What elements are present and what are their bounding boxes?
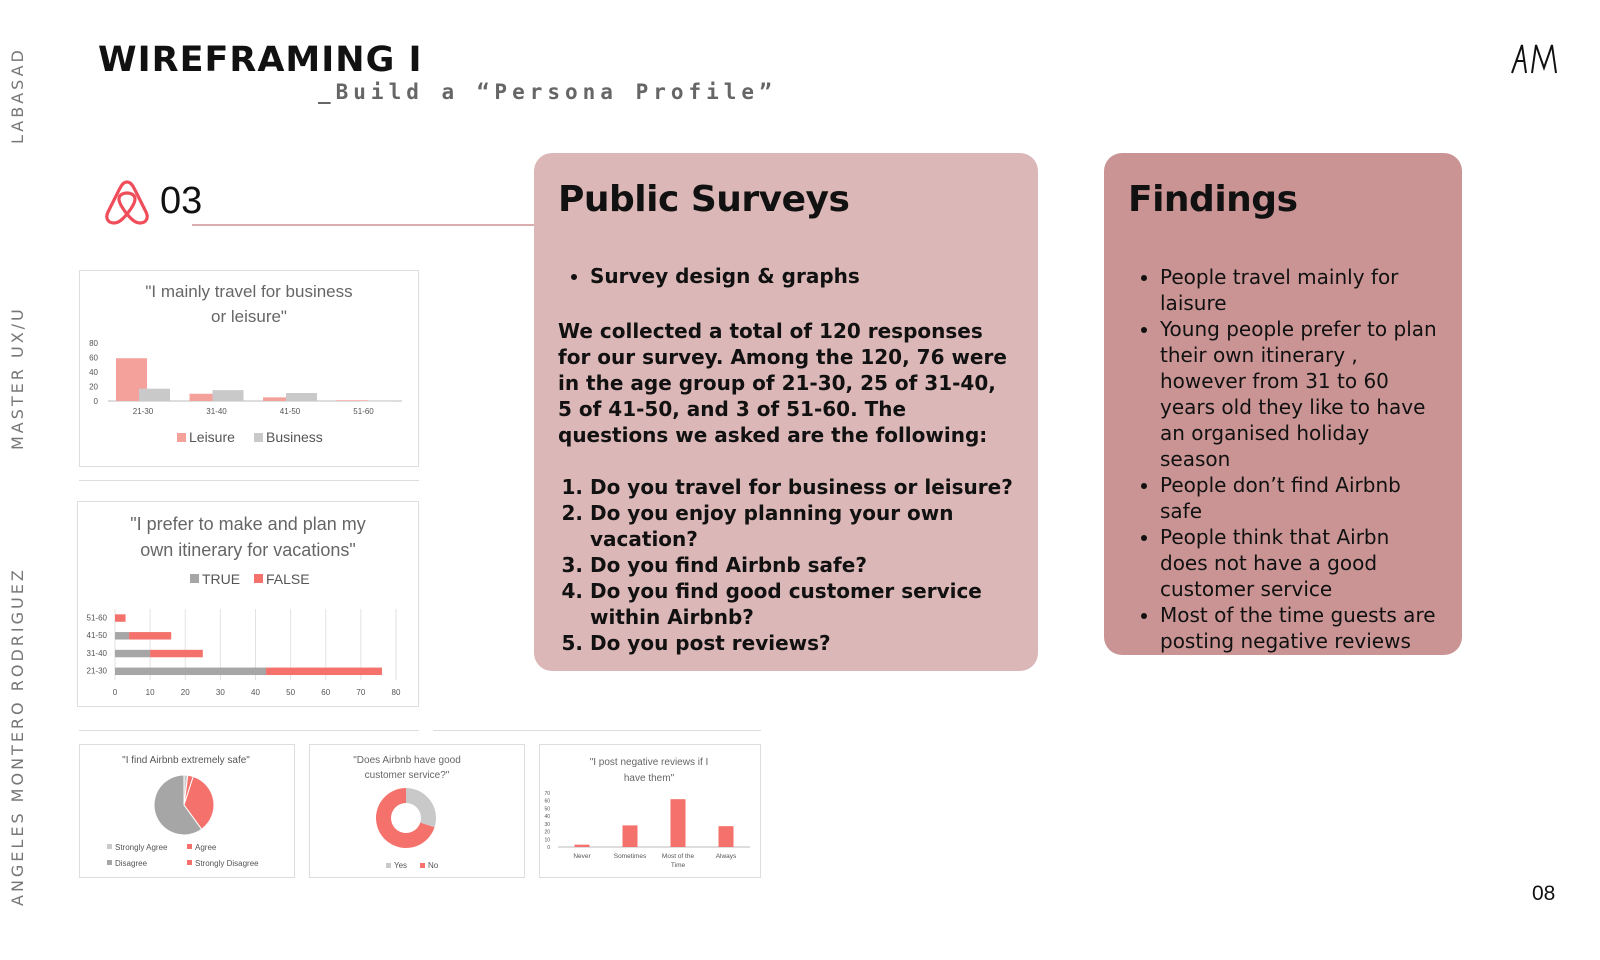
x-tick-label: 51-60	[353, 407, 374, 416]
y-tick-label: 10	[544, 837, 550, 844]
bar	[671, 799, 686, 847]
side-label-school: LABASAD	[8, 47, 27, 144]
y-tick-label: 80	[89, 339, 98, 348]
legend-label: Strongly Agree	[115, 843, 168, 852]
y-tick-label: 60	[89, 353, 98, 363]
legend-swatch	[420, 863, 425, 868]
x-tick-label: 31-40	[206, 407, 227, 416]
y-tick-label: 41-50	[86, 631, 107, 641]
legend-swatch	[177, 433, 186, 442]
chart-title: own itinerary for vacations"	[140, 540, 356, 560]
chart-title: or leisure"	[211, 307, 287, 326]
side-label-author: ANGELES MONTERO RODRIGUEZ	[8, 567, 27, 906]
x-tick-label: 70	[356, 688, 366, 697]
chart-title: "I find Airbnb extremely safe"	[122, 755, 250, 766]
section-number: 03	[160, 180, 203, 222]
am-monogram-logo	[1510, 44, 1560, 74]
x-tick-label: Time	[670, 862, 686, 869]
divider-line	[433, 730, 761, 731]
donut-hole	[391, 803, 421, 833]
chart-safety	[79, 744, 295, 878]
x-tick-label: 60	[321, 688, 331, 697]
findings-heading: Findings	[1128, 179, 1298, 220]
x-tick-label: Most of the	[661, 853, 695, 860]
legend-label: TRUE	[202, 571, 241, 587]
y-tick-label: 21-30	[86, 666, 107, 676]
bar	[115, 632, 129, 639]
section-divider	[192, 224, 577, 226]
legend-swatch	[254, 433, 263, 442]
surveys-bullet: • Survey design & graphs	[590, 264, 1014, 288]
airbnb-logo-icon	[104, 178, 150, 226]
chart-title: "I mainly travel for business	[145, 282, 353, 301]
x-tick-label: 41-50	[279, 407, 301, 416]
public-surveys-card	[534, 153, 1038, 671]
chart-safety-svg	[80, 745, 294, 877]
y-tick-label: 51-60	[86, 613, 107, 623]
y-tick-label: 70	[544, 791, 550, 797]
finding-item: • People travel mainly for laisure	[1160, 264, 1438, 316]
bar	[286, 393, 317, 401]
survey-questions	[558, 474, 1014, 656]
bar	[360, 401, 391, 402]
x-tick-label: Sometimes	[613, 853, 647, 860]
legend-label: Strongly Disagree	[195, 859, 259, 868]
y-tick-label: 0	[93, 397, 98, 406]
divider-line	[79, 480, 419, 481]
surveys-bullet-list	[558, 264, 1014, 288]
y-tick-label: 40	[544, 814, 550, 821]
bar	[266, 668, 382, 675]
x-tick-label: 0	[112, 688, 118, 697]
chart-negative-reviews	[539, 744, 761, 878]
chart-title: customer service?"	[364, 770, 450, 781]
chart-title: "Does Airbnb have good	[353, 755, 461, 766]
finding-item: • People think that Airbn does not have a good customer service	[1160, 524, 1438, 602]
bar	[337, 400, 368, 401]
y-tick-label: 20	[544, 829, 550, 836]
legend-swatch	[107, 860, 112, 865]
bar	[719, 826, 734, 847]
legend-label: FALSE	[266, 571, 310, 587]
legend-label: Agree	[195, 843, 217, 852]
bar	[150, 650, 203, 657]
divider-line	[79, 730, 419, 731]
bar	[115, 614, 126, 621]
y-tick-label: 60	[544, 798, 550, 805]
x-tick-label: 50	[286, 688, 296, 697]
survey-question: 3. Do you find Airbnb safe?	[590, 552, 1014, 578]
bar	[575, 845, 590, 847]
finding-item: • Most of the time guests are posting negative reviews	[1160, 602, 1438, 654]
chart-own-itinerary-svg	[78, 502, 418, 706]
x-tick-label: 40	[251, 688, 260, 697]
y-tick-label: 20	[89, 382, 98, 392]
page-title: WIREFRAMING I	[98, 40, 423, 80]
x-tick-label: 21-30	[132, 407, 154, 416]
surveys-intro: We collected a total of 120 responses for our survey. Among the 120, 76 were in the age group of 21-30, 25 of 31-40, 5 of 41-50, and 3 of 51-60. The questions we asked are the following:	[558, 319, 1007, 447]
bar	[623, 825, 638, 847]
legend-label: Disagree	[115, 859, 148, 868]
findings-card	[1104, 153, 1462, 655]
page-number: 08	[1532, 882, 1556, 905]
chart-title: "I prefer to make and plan my	[130, 514, 366, 534]
x-tick-label: 20	[180, 688, 190, 697]
surveys-heading: Public Surveys	[558, 179, 850, 220]
legend-swatch	[187, 844, 192, 849]
survey-question: 5. Do you post reviews?	[590, 630, 1014, 656]
legend-swatch	[386, 863, 391, 868]
x-tick-label: 10	[145, 688, 155, 697]
x-tick-label: Always	[715, 853, 737, 860]
finding-item: • People don’t find Airbnb safe	[1160, 472, 1438, 524]
legend-label: No	[428, 861, 439, 870]
findings-list	[1128, 264, 1438, 654]
chart-title: have them"	[623, 773, 675, 784]
chart-own-itinerary	[77, 501, 419, 707]
legend-label: Business	[266, 429, 323, 445]
survey-question: 1. Do you travel for business or leisure?	[590, 474, 1014, 500]
bar	[139, 389, 170, 401]
legend-swatch	[107, 844, 112, 849]
chart-customer-service	[309, 744, 525, 878]
legend-swatch	[190, 574, 199, 583]
chart-title: "I post negative reviews if I	[589, 757, 709, 768]
y-tick-label: 31-40	[86, 648, 107, 658]
bar	[129, 632, 171, 639]
y-tick-label: 50	[544, 806, 550, 813]
legend-label: Leisure	[189, 429, 235, 445]
x-tick-label: 30	[215, 688, 225, 697]
survey-question: 2. Do you enjoy planning your own vacation?	[590, 500, 1014, 552]
chart-travel-purpose	[79, 270, 419, 467]
y-tick-label: 0	[547, 845, 550, 851]
finding-item: • Young people prefer to plan their own itinerary , however from 31 to 60 years old they like to have an organised holiday season	[1160, 316, 1438, 472]
chart-negative-reviews-svg	[540, 745, 760, 877]
y-tick-label: 30	[544, 821, 550, 828]
side-label-program: MASTER UX/U	[8, 306, 27, 450]
chart-customer-service-svg	[310, 745, 524, 877]
y-tick-label: 40	[89, 368, 98, 377]
bar	[115, 668, 266, 675]
survey-question: 4. Do you find good customer service within Airbnb?	[590, 578, 1014, 630]
chart-travel-purpose-svg	[80, 271, 418, 466]
x-tick-label: 80	[391, 688, 401, 697]
bar	[213, 390, 244, 401]
legend-swatch	[254, 574, 263, 583]
page-subtitle: _Build a “Persona Profile”	[318, 80, 777, 104]
x-tick-label: Never	[573, 853, 591, 860]
legend-swatch	[187, 860, 192, 865]
bar	[115, 650, 150, 657]
legend-label: Yes	[394, 861, 408, 870]
